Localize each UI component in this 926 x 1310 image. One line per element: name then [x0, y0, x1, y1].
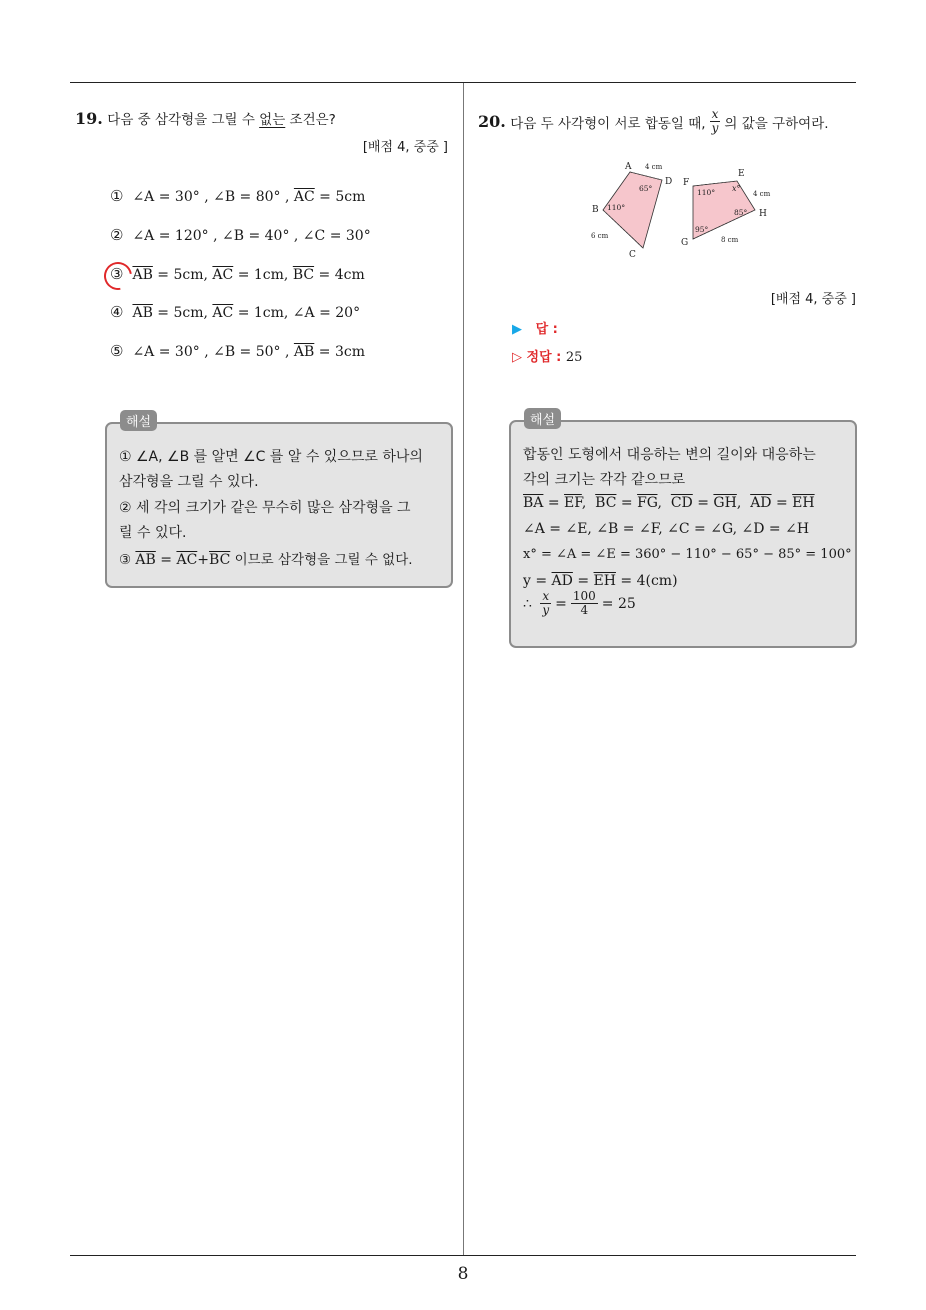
q19-choice-2[interactable] [110, 226, 371, 244]
choice-text: = 1cm, [233, 267, 293, 283]
solution-line: 삼각형을 그릴 수 있다. [119, 474, 259, 490]
q19-stem [75, 108, 336, 128]
choice-marker: ③ [110, 265, 124, 283]
solution-fraction-xy [540, 590, 551, 617]
equals: = [155, 552, 177, 568]
choice-text: = 4cm [314, 267, 365, 283]
segment-label: $\overline{AB}$ [132, 267, 153, 283]
segment-label: $\overline{CD}$ [670, 495, 693, 511]
angle-x: x° [732, 184, 741, 193]
fraction-numerator: x [542, 589, 550, 603]
q19-solution-label: 해설 [120, 410, 157, 431]
angle-f: 110° [697, 188, 716, 197]
q19-stem-underlined: 없는 [259, 112, 286, 128]
q19-points: [배점 4, 중중 ] [362, 140, 448, 155]
angle-h: 85° [734, 208, 748, 217]
q19-stem-text: 다음 중 삼각형을 그릴 수 [107, 112, 260, 128]
fraction-numerator: x [711, 107, 719, 121]
fraction-numerator: 100 [572, 589, 596, 603]
choice-text: = 1cm, ∠A = 20° [233, 305, 361, 321]
solution-line [119, 548, 413, 568]
choice-text: ∠A = 30° , ∠B = 50° , [132, 344, 294, 360]
q20-solution-label: 해설 [524, 408, 561, 429]
choice-text: = 5cm, [152, 305, 213, 321]
length-eh: 4 cm [753, 190, 771, 198]
label-d: D [665, 177, 673, 187]
solution-line: 각의 크기는 각각 같으므로 [523, 472, 686, 488]
q20-points: [배점 4, 중중 ] [770, 292, 856, 307]
page-number: 8 [457, 1264, 469, 1284]
segment-label: $\overline{AC}$ [212, 267, 234, 283]
q20-stem-tail: 의 값을 구하여라. [724, 115, 829, 132]
solution-result: = 25 [601, 595, 636, 612]
solution-text: y = [523, 573, 552, 589]
solution-line: ∠A = ∠E, ∠B = ∠F, ∠C = ∠G, ∠D = ∠H [523, 521, 810, 537]
plus: + [197, 552, 210, 568]
segment-label: $\overline{AD}$ [750, 495, 772, 511]
segment-label: $\overline{EH}$ [593, 573, 616, 589]
q20-stem-fraction [710, 108, 721, 135]
angle-b: 110° [607, 203, 626, 212]
solution-line: 릴 수 있다. [119, 525, 187, 541]
label-e: E [738, 169, 745, 179]
solution-text: = [572, 573, 594, 589]
label-f: F [683, 178, 690, 188]
correct-value: 25 [565, 350, 583, 365]
bottom-rule [70, 1255, 856, 1256]
label-g: G [681, 238, 689, 248]
therefore-symbol: ∴ [523, 595, 532, 612]
q19-choice-3[interactable] [110, 265, 365, 283]
choice-text: = 5cm, [152, 267, 213, 283]
segment-label: $\overline{AC}$ [212, 305, 234, 321]
angle-g: 95° [695, 225, 709, 234]
label-h: H [759, 209, 767, 219]
length-bc: 6 cm [591, 232, 609, 240]
angle-d: 65° [639, 184, 653, 193]
solution-line: x° = ∠A = ∠E = 360° − 110° − 65° − 85° = 100° [523, 547, 852, 562]
segment-label: $\overline{AC}$ [176, 552, 198, 568]
q20-stem [478, 108, 829, 135]
q19-choice-5[interactable] [110, 342, 365, 360]
q19-solution-box [105, 422, 453, 588]
solution-line [523, 573, 678, 589]
q19-number: 19. [75, 109, 103, 128]
segment-label: $\overline{BC}$ [209, 552, 231, 568]
solution-mark: ③ [119, 552, 136, 568]
fraction-denominator: y [711, 121, 719, 135]
length-gh: 8 cm [721, 236, 739, 244]
segment-label: $\overline{BC}$ [595, 495, 617, 511]
segment-label: $\overline{AC}$ [293, 189, 315, 205]
q20-correct-answer [512, 346, 582, 365]
segment-label: $\overline{EH}$ [792, 495, 815, 511]
choice-marker: ① [110, 187, 124, 205]
q20-solution-box [509, 420, 857, 648]
segment-label: $\overline{GH}$ [713, 495, 737, 511]
choice-marker: ④ [110, 303, 124, 321]
segment-label: $\overline{BC}$ [292, 267, 315, 283]
fraction-denominator: y [542, 603, 550, 617]
solution-tail: 이므로 삼각형을 그릴 수 없다. [230, 552, 413, 568]
q19-choice-4[interactable] [110, 303, 360, 321]
solution-text: = 4(cm) [615, 573, 678, 589]
segment-label: $\overline{AD}$ [551, 573, 573, 589]
choice-marker: ⑤ [110, 342, 124, 360]
choice-text: = 5cm [314, 189, 366, 205]
q20-quadrilaterals-figure [585, 158, 785, 262]
solution-line: ∴ $\frac{x}{y}$ = $\frac{100}{4}$ = 25 [523, 589, 636, 617]
solution-line: ② 세 각의 크기가 같은 무수히 많은 삼각형을 그 [119, 500, 411, 516]
segment-label: $\overline{AB}$ [135, 552, 156, 568]
segment-label: $\overline{AB}$ [293, 344, 315, 360]
correct-label: 정답 : [526, 350, 562, 365]
segment-label: $\overline{FG}$ [637, 495, 658, 511]
segment-label: $\overline{EF}$ [564, 495, 582, 511]
solution-line: 합동인 도형에서 대응하는 변의 길이와 대응하는 [523, 447, 816, 463]
q20-answer-line[interactable] [512, 318, 558, 337]
fraction-denominator: 4 [580, 603, 589, 617]
choice-text: ∠A = 30° , ∠B = 80° , [132, 189, 294, 205]
choice-marker: ② [110, 226, 124, 244]
answer-label: 답 : [535, 322, 558, 337]
choice-text: ∠A = 120° , ∠B = 40° , ∠C = 30° [132, 228, 371, 244]
label-c: C [629, 250, 636, 260]
segment-label: $\overline{BA}$ [523, 495, 544, 511]
q20-stem-text: 다음 두 사각형이 서로 합동일 때, [510, 115, 706, 132]
q20-number: 20. [478, 112, 506, 131]
q19-stem-tail: 조건은? [285, 112, 336, 128]
play-arrow-icon: ▶ [512, 322, 522, 337]
length-ad: 4 cm [645, 163, 663, 171]
hollow-arrow-icon: ▷ [512, 350, 522, 365]
solution-line: $\overline{BA} = \overline{EF}$, $\overline{BC} = \overline{FG}$, $\overline{CD} = \overline{GH}$, $\overline{AD} = \overline{EH}$ [523, 495, 815, 511]
label-a: A [625, 162, 632, 172]
choice-text: = 3cm [314, 344, 365, 360]
solution-line: ① ∠A, ∠B 를 알면 ∠C 를 알 수 있으므로 하나의 [119, 449, 423, 465]
segment-label: $\overline{AB}$ [132, 305, 153, 321]
column-divider [463, 83, 464, 1255]
label-b: B [592, 205, 599, 215]
solution-fraction-100-4 [571, 590, 598, 617]
q19-choice-1[interactable] [110, 187, 365, 205]
